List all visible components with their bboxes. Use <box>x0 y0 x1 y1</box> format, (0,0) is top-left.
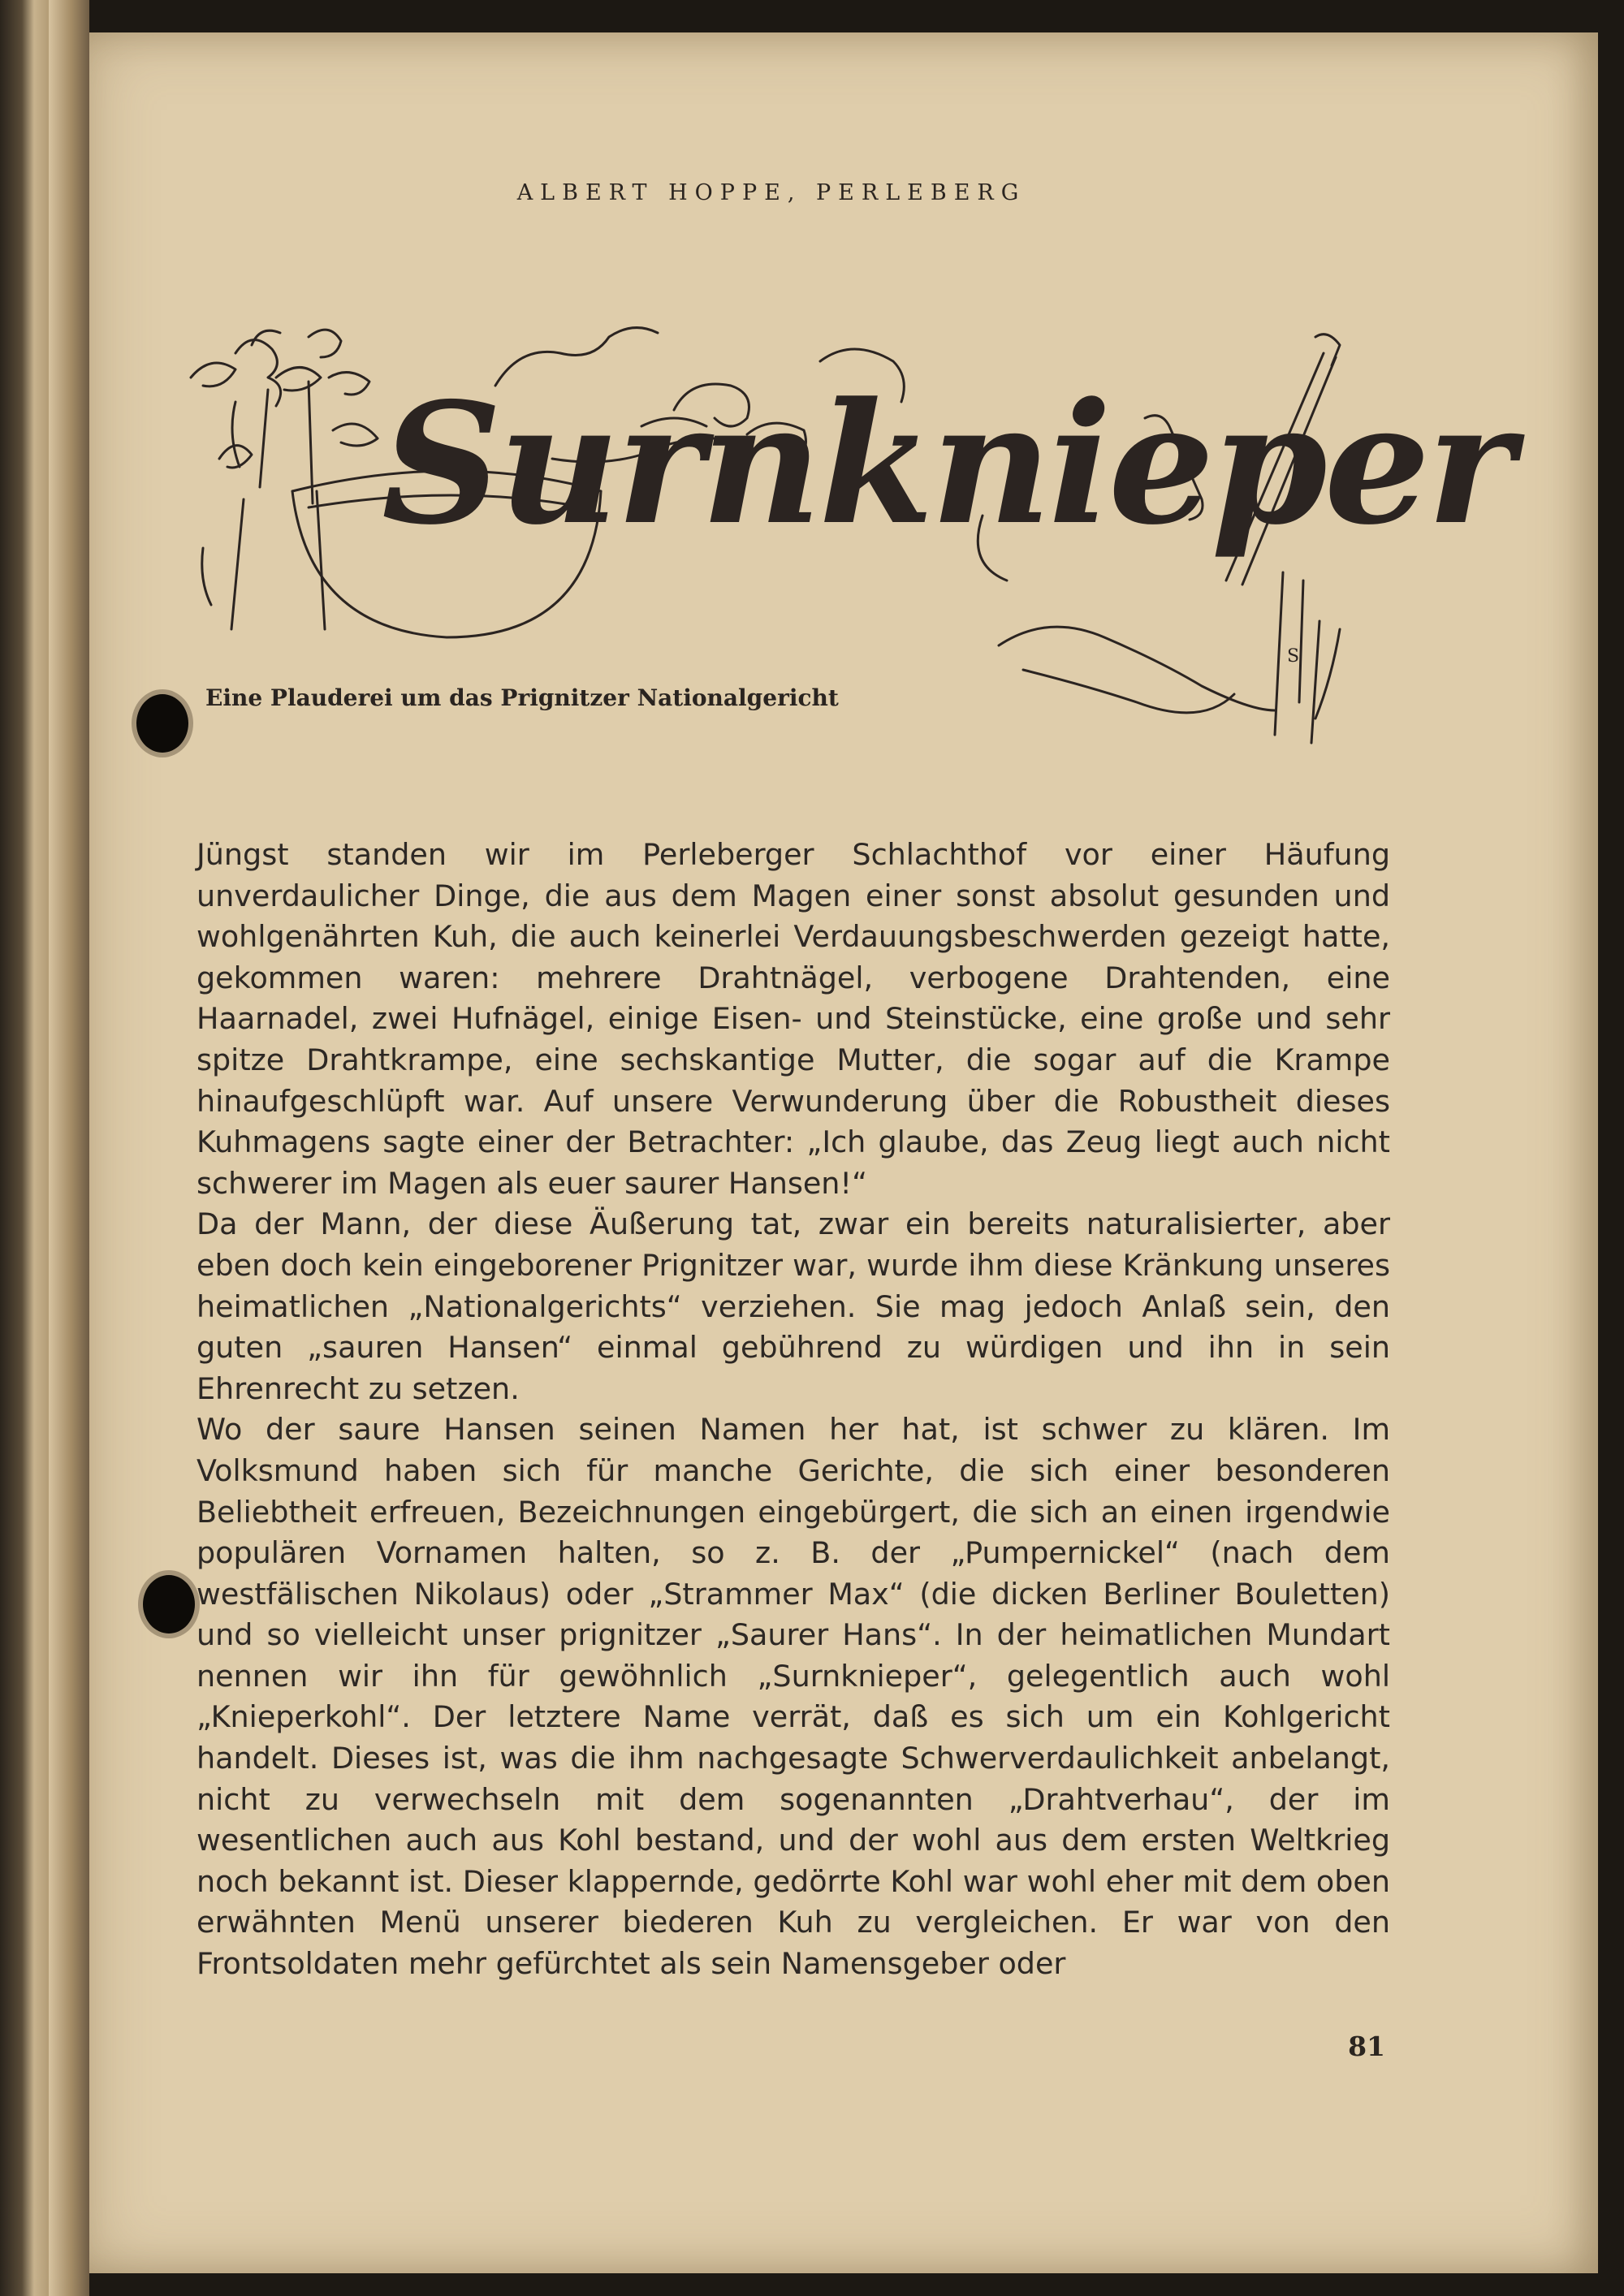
punch-hole-top <box>136 694 188 753</box>
punch-hole-bottom <box>143 1575 195 1634</box>
illustration-signature: S <box>1287 646 1300 667</box>
page-number: 81 <box>1348 2031 1385 2062</box>
paragraph-1: Jüngst standen wir im Perleberger Schlachthof vor einer Häufung unverdaulicher Dinge, die aus dem Magen einer sonst absolut gesunden und wohlgenährten Kuh, die auch keinerlei Verdauungsbeschwerden gezeigt hatte, gekommen waren: mehrere Drahtnägel, verbogene Drahtenden, eine Haarnadel, zwei Hufnägel, einige Eisen- und Steinstücke, eine große und sehr spitze Drahtkrampe, eine sechskantige Mutter, die sogar auf die Krampe hinaufgeschlüpft war. Auf unsere Verwunderung über die Robustheit dieses Kuhmagens sagte einer der Betrachter: „Ich glaube, das Zeug liegt auch nicht schwerer im Magen als euer saurer Hansen!“ <box>197 837 1390 1201</box>
book-gutter <box>49 0 89 2296</box>
article-body <box>197 835 1390 1985</box>
paragraph-2: Da der Mann, der diese Äußerung tat, zwar ein bereits naturalisierter, aber eben doch kein eingeborener Prignitzer war, wurde ihm diese Kränkung unseres heimatlichen „Nationalgerichts“ verziehen. Sie mag jedoch Anlaß sein, den guten „sauren Hansen“ einmal gebührend zu würdigen und ihn in sein Ehrenrecht zu setzen. <box>197 1206 1390 1406</box>
article-title: Surnknieper <box>382 367 1512 562</box>
author-line: ALBERT HOPPE, PERLEBERG <box>516 180 1026 205</box>
previous-page-edge <box>0 0 49 2296</box>
article-subtitle: Eine Plauderei um das Prignitzer Nationalgericht <box>205 684 839 711</box>
paragraph-3: Wo der saure Hansen seinen Namen her hat, ist schwer zu klären. Im Volksmund haben sich für manche Gerichte, die sich einer besonderen Beliebtheit erfreuen, Bezeichnungen eingebürgert, die sich an einen irgendwie populären Vornamen halten, so z. B. der „Pumpernickel“ (nach dem westfälischen Nikolaus) oder „Strammer Max“ (die dicken Berliner Bouletten) und so vielleicht unser prignitzer „Saurer Hans“. In der heimatlichen Mundart nennen wir ihn für gewöhnlich „Surnknieper“, gelegentlich auch wohl „Knieperkohl“. Der letztere Name verrät, daß es sich um ein Kohlgericht handelt. Dieses ist, was die ihm nachgesagte Schwerverdaulichkeit anbelangt, nicht zu verwechseln mit dem sogenannten „Drahtverhau“, der im wesentlichen auch aus Kohl bestand, und der wohl aus dem ersten Weltkrieg noch bekannt ist. Dieser klappernde, gedörrte Kohl war wohl eher mit dem oben erwähnten Menü unserer biederen Kuh zu vergleichen. Er war von den Frontsoldaten mehr gefürchtet als sein Namensgeber oder <box>197 1412 1390 1982</box>
